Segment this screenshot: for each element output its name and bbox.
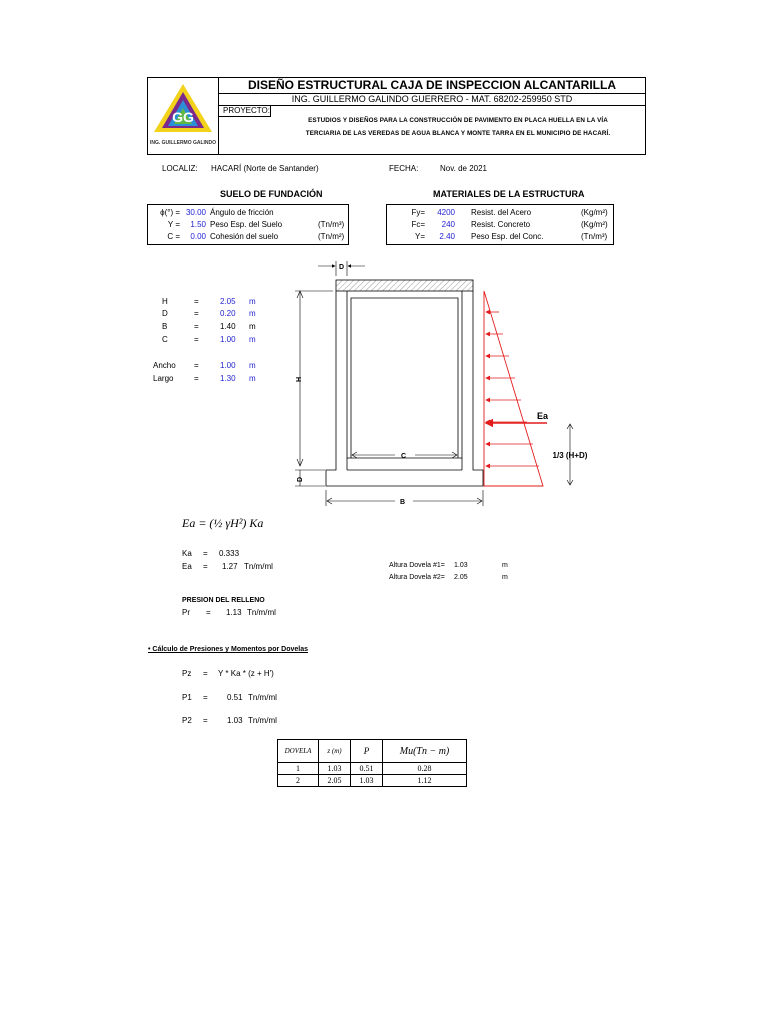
diagram-label-H: H — [296, 376, 303, 382]
diagram-label-D-side: D — [297, 476, 304, 482]
relleno-value: 1.13 — [226, 608, 242, 617]
dim-value: 1.00 — [220, 361, 236, 370]
p2-value: 1.03 — [227, 716, 243, 725]
diagram-label-Ea: Ea — [537, 411, 549, 421]
material-desc: Resist. Concreto — [471, 220, 531, 229]
material-value: 240 — [441, 220, 455, 229]
document-title: DISEÑO ESTRUCTURAL CAJA DE INSPECCION ALCANTARILLA — [219, 78, 645, 94]
ea-unit: Tn/m/ml — [244, 562, 273, 571]
table-row — [278, 763, 467, 775]
logo-letters: GG — [172, 109, 194, 125]
table-cell: 0.28 — [383, 763, 467, 775]
material-value: 2.40 — [439, 232, 455, 241]
table-header: P — [351, 740, 383, 763]
table-cell: 1.12 — [383, 775, 467, 787]
dim-name: H — [162, 297, 168, 306]
relleno-title: PRESION DEL RELLENO — [182, 597, 265, 604]
project-label: PROYECTO: — [219, 105, 271, 117]
material-row — [387, 219, 613, 231]
p1-eq: = — [203, 693, 208, 702]
dim-eq: = — [194, 297, 199, 306]
p1-value: 0.51 — [227, 693, 243, 702]
logo-icon — [148, 78, 218, 154]
diagram-label-D-top: D — [339, 264, 345, 271]
dovela-1-unit: m — [502, 562, 508, 569]
dim-eq: = — [194, 335, 199, 344]
table-header-row — [278, 740, 467, 763]
dim-unit: m — [249, 361, 256, 370]
soil-value: 30.00 — [185, 208, 206, 217]
soil-desc: Peso Esp. del Suelo — [210, 220, 283, 229]
dim-value: 0.20 — [220, 309, 236, 318]
date-value: Nov. de 2021 — [440, 164, 487, 173]
p2-unit: Tn/m/ml — [248, 716, 277, 725]
ea-formula: Ea = (½ γH²) Ka — [182, 516, 264, 530]
dim-name: B — [162, 322, 168, 331]
logo-text: ING. GUILLERMO GALINDO — [149, 140, 217, 146]
material-row — [387, 231, 613, 243]
dim-name: D — [162, 309, 168, 318]
dovela-2-label: Altura Dovela #2= — [389, 574, 445, 581]
table-header: DOVELA — [278, 740, 319, 763]
pz-eq: = — [203, 669, 208, 678]
soil-symbol: C = — [167, 232, 180, 241]
table-cell: 1.03 — [319, 763, 351, 775]
dim-value: 1.30 — [220, 374, 236, 383]
diagram-label-C: C — [401, 453, 407, 460]
dim-value: 1.00 — [220, 335, 236, 344]
p1-unit: Tn/m/ml — [248, 693, 277, 702]
soil-unit: (Tn/m³) — [318, 220, 345, 229]
dim-eq: = — [194, 322, 199, 331]
soil-symbol: ϕ(°) = — [160, 208, 180, 217]
soil-params-box — [147, 204, 349, 245]
ea-name: Ea — [182, 562, 192, 571]
soil-unit: (Tn/m²) — [318, 232, 345, 241]
ka-eq: = — [203, 549, 208, 558]
dim-value: 1.40 — [220, 322, 236, 331]
material-symbol: Fy= — [411, 208, 425, 217]
material-unit: (Kg/m²) — [581, 220, 608, 229]
p2-eq: = — [203, 716, 208, 725]
p1-name: P1 — [182, 693, 192, 702]
soil-row — [148, 207, 348, 219]
materials-title: MATERIALES DE LA ESTRUCTURA — [433, 189, 585, 199]
soil-row — [148, 231, 348, 243]
material-desc: Resist. del Acero — [471, 208, 532, 217]
table-cell: 0.51 — [351, 763, 383, 775]
soil-symbol: Y = — [167, 220, 180, 229]
project-description — [273, 114, 643, 140]
relleno-unit: Tn/m/ml — [247, 608, 276, 617]
inner-walls — [347, 291, 462, 458]
logo — [148, 78, 219, 154]
table-header: z (m) — [319, 740, 351, 763]
top-slab — [336, 280, 473, 291]
calculo-title: • Cálculo de Presiones y Momentos por Dovelas — [148, 646, 308, 653]
dovela-table — [277, 739, 467, 787]
dim-unit: m — [249, 335, 256, 344]
ea-value: 1.27 — [222, 562, 238, 571]
dim-name: C — [162, 335, 168, 344]
pz-value: Y * Ka * (z + H') — [218, 669, 274, 678]
materials-params-box — [386, 204, 614, 245]
material-row — [387, 207, 613, 219]
dim-eq: = — [194, 309, 199, 318]
material-unit: (Tn/m³) — [581, 232, 608, 241]
dim-value: 2.05 — [220, 297, 236, 306]
ka-value: 0.333 — [219, 549, 240, 558]
table-row — [278, 775, 467, 787]
material-desc: Peso Esp. del Conc. — [471, 232, 544, 241]
relleno-eq: = — [206, 608, 211, 617]
diagram-label-B: B — [400, 499, 406, 506]
header-block — [147, 77, 646, 155]
diagram-label-third: 1/3 (H+D) — [552, 451, 588, 460]
table-cell: 1.03 — [351, 775, 383, 787]
dovela-1-value: 1.03 — [454, 562, 468, 569]
earth-pressure-diagram — [484, 291, 547, 486]
dim-unit: m — [249, 297, 256, 306]
table-header: Mu(Tn − m) — [383, 740, 467, 763]
soil-title: SUELO DE FUNDACIÓN — [220, 189, 323, 199]
material-symbol: Fc= — [411, 220, 425, 229]
date-label: FECHA: — [389, 164, 419, 173]
soil-value: 0.00 — [190, 232, 206, 241]
soil-desc: Cohesión del suelo — [210, 232, 279, 241]
material-symbol: Y= — [414, 232, 425, 241]
dim-unit: m — [249, 374, 256, 383]
dim-name: Largo — [153, 374, 174, 383]
p2-name: P2 — [182, 716, 192, 725]
soil-row — [148, 219, 348, 231]
box-culvert-diagram — [285, 258, 625, 513]
table-cell: 2.05 — [319, 775, 351, 787]
dim-eq: = — [194, 361, 199, 370]
dovela-2-unit: m — [502, 574, 508, 581]
soil-value: 1.50 — [190, 220, 206, 229]
dim-eq: = — [194, 374, 199, 383]
relleno-name: Pr — [182, 608, 190, 617]
ka-name: Ka — [182, 549, 192, 558]
dim-unit: m — [249, 309, 256, 318]
soil-desc: Ángulo de fricción — [210, 208, 274, 217]
dovela-1-label: Altura Dovela #1= — [389, 562, 445, 569]
ea-eq: = — [203, 562, 208, 571]
material-unit: (Kg/m²) — [581, 208, 608, 217]
location-label: LOCALIZ: — [162, 164, 198, 173]
table-cell: 1 — [278, 763, 319, 775]
location-value: HACARÍ (Norte de Santander) — [211, 164, 319, 173]
project-line-1: ESTUDIOS Y DISEÑOS PARA LA CONSTRUCCIÓN DE PAVIMENTO EN PLACA HUELLA EN LA VÍA — [308, 117, 608, 124]
engineer-line: ING. GUILLERMO GALINDO GUERRERO - MAT. 68202-259950 STD — [219, 94, 645, 106]
pz-name: Pz — [182, 669, 192, 678]
table-cell: 2 — [278, 775, 319, 787]
dim-name: Ancho — [153, 361, 176, 370]
project-line-2: TERCIARIA DE LAS VEREDAS DE AGUA BLANCA Y MONTE TARRA EN EL MUNICIPIO DE HACARÍ. — [305, 130, 611, 137]
material-value: 4200 — [437, 208, 455, 217]
dim-unit: m — [249, 322, 256, 331]
dovela-2-value: 2.05 — [454, 574, 468, 581]
